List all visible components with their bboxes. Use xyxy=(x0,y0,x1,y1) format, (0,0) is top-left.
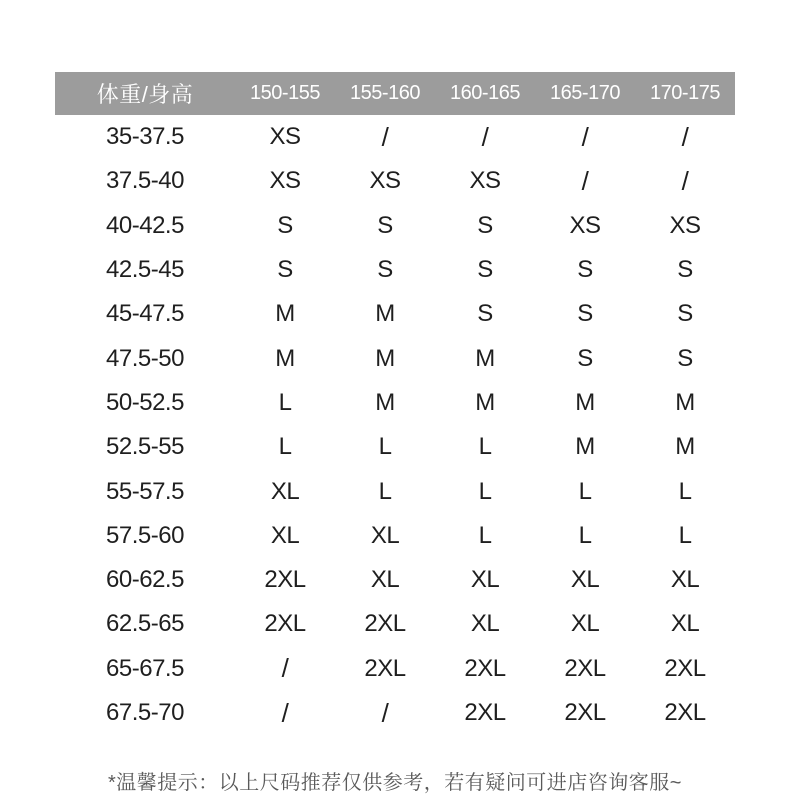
weight-row-label: 65-67.5 xyxy=(106,654,184,682)
size-cell: XL xyxy=(370,521,400,549)
size-cell: XS xyxy=(469,167,501,195)
table-row xyxy=(55,336,735,380)
size-cell: 2XL xyxy=(664,699,706,726)
table-row xyxy=(55,292,735,336)
weight-row-label: 67.5-70 xyxy=(106,699,184,726)
size-cell: L xyxy=(578,521,592,549)
size-cell: XS xyxy=(269,123,301,151)
size-cell: XL xyxy=(470,610,500,638)
size-cell: M xyxy=(275,344,295,372)
size-cell: M xyxy=(675,388,695,416)
size-cell: S xyxy=(677,256,693,284)
weight-row-label: 50-52.5 xyxy=(106,388,184,416)
size-cell: XL xyxy=(570,566,600,594)
table-row xyxy=(55,425,735,469)
weight-row-label: 52.5-55 xyxy=(106,433,184,461)
table-row xyxy=(55,115,735,159)
size-cell: M xyxy=(575,433,595,461)
height-column-header: 150-155 xyxy=(235,72,335,115)
weight-row-label: 37.5-40 xyxy=(106,167,184,195)
size-cell: M xyxy=(375,388,395,416)
size-cell: L xyxy=(678,477,692,505)
size-cell: M xyxy=(475,388,495,416)
size-cell: XS xyxy=(569,211,601,239)
weight-row-label: 47.5-50 xyxy=(106,344,184,372)
table-row xyxy=(55,602,735,646)
size-cell: M xyxy=(375,300,395,328)
size-cell: 2XL xyxy=(564,654,606,682)
size-cell-empty: / xyxy=(681,121,689,152)
size-cell: XL xyxy=(670,610,700,638)
size-cell: M xyxy=(475,344,495,372)
height-column-header: 165-170 xyxy=(535,72,635,115)
size-cell: S xyxy=(577,256,593,284)
size-cell: S xyxy=(477,256,493,284)
size-cell: L xyxy=(478,521,492,549)
size-cell: S xyxy=(477,300,493,328)
size-cell-empty: / xyxy=(481,121,489,152)
weight-row-label: 55-57.5 xyxy=(106,477,184,505)
size-cell: XS xyxy=(269,167,301,195)
table-row xyxy=(55,248,735,292)
size-cell: S xyxy=(577,300,593,328)
weight-row-label: 42.5-45 xyxy=(106,256,184,284)
size-cell: 2XL xyxy=(464,699,506,726)
size-cell-empty: / xyxy=(681,165,689,196)
size-cell: XL xyxy=(270,477,300,505)
size-cell: L xyxy=(278,388,292,416)
size-cell: XL xyxy=(370,566,400,594)
size-cell: S xyxy=(377,256,393,284)
size-cell: M xyxy=(675,433,695,461)
size-cell: XL xyxy=(470,566,500,594)
table-row xyxy=(55,381,735,425)
size-cell: 2XL xyxy=(664,654,706,682)
size-cell: L xyxy=(578,477,592,505)
size-cell: 2XL xyxy=(564,699,606,726)
weight-row-label: 57.5-60 xyxy=(106,521,184,549)
size-cell: S xyxy=(277,211,293,239)
size-cell: S xyxy=(277,256,293,284)
size-cell: L xyxy=(278,433,292,461)
table-row xyxy=(55,204,735,248)
size-chart-table xyxy=(55,72,735,735)
size-cell-empty: / xyxy=(281,697,289,728)
weight-row-label: 40-42.5 xyxy=(106,211,184,239)
size-cell: XL xyxy=(570,610,600,638)
table-row xyxy=(55,691,735,735)
size-cell: L xyxy=(478,433,492,461)
size-cell: 2XL xyxy=(264,610,306,638)
size-cell-empty: / xyxy=(581,165,589,196)
size-cell-empty: / xyxy=(581,121,589,152)
size-cell: M xyxy=(375,344,395,372)
weight-row-label: 35-37.5 xyxy=(106,123,184,151)
size-cell: L xyxy=(478,477,492,505)
size-cell: S xyxy=(477,211,493,239)
weight-row-label: 60-62.5 xyxy=(106,566,184,594)
size-cell: L xyxy=(378,433,392,461)
size-cell: S xyxy=(677,300,693,328)
table-body xyxy=(55,115,735,735)
weight-height-corner-header: 体重/身高 xyxy=(55,72,235,115)
size-cell: 2XL xyxy=(264,566,306,594)
size-cell: S xyxy=(677,344,693,372)
size-cell-empty: / xyxy=(381,697,389,728)
height-column-header: 160-165 xyxy=(435,72,535,115)
size-cell: XL xyxy=(270,521,300,549)
size-cell: 2XL xyxy=(364,654,406,682)
size-cell: M xyxy=(575,388,595,416)
size-cell: 2XL xyxy=(464,654,506,682)
size-cell: S xyxy=(577,344,593,372)
size-cell: XS xyxy=(369,167,401,195)
size-cell: L xyxy=(378,477,392,505)
size-cell: M xyxy=(275,300,295,328)
weight-row-label: 62.5-65 xyxy=(106,610,184,638)
table-row xyxy=(55,514,735,558)
table-row xyxy=(55,469,735,513)
size-cell: 2XL xyxy=(364,610,406,638)
size-cell-empty: / xyxy=(381,121,389,152)
size-cell: S xyxy=(377,211,393,239)
size-cell: L xyxy=(678,521,692,549)
height-column-header: 155-160 xyxy=(335,72,435,115)
size-cell-empty: / xyxy=(281,653,289,684)
table-header-row xyxy=(55,72,735,115)
table-row xyxy=(55,558,735,602)
size-cell: XS xyxy=(669,211,701,239)
table-row xyxy=(55,159,735,203)
size-cell: XL xyxy=(670,566,700,594)
size-chart xyxy=(55,72,735,735)
table-row xyxy=(55,647,735,691)
weight-row-label: 45-47.5 xyxy=(106,300,184,328)
footer-disclaimer-note: *温馨提示：以上尺码推荐仅供参考，若有疑问可进店咨询客服~ xyxy=(108,772,682,794)
height-column-header: 170-175 xyxy=(635,72,735,115)
